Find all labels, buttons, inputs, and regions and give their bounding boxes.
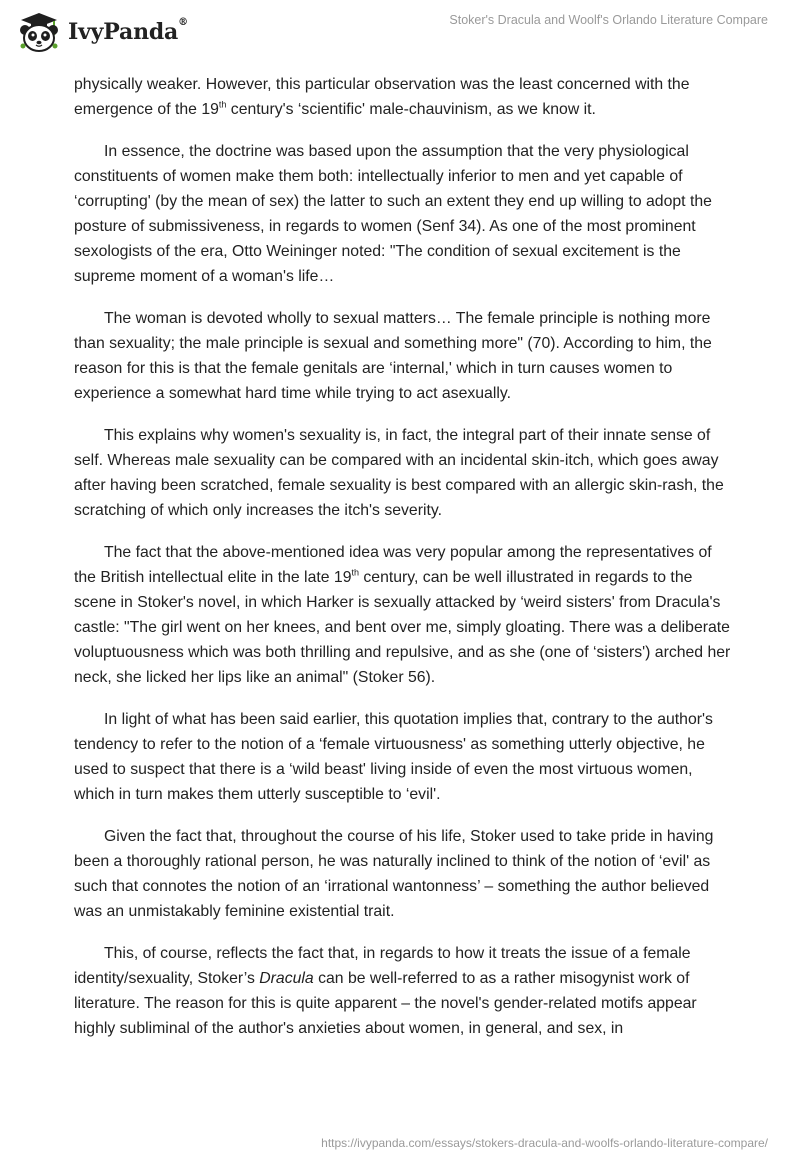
- paragraph: The woman is devoted wholly to sexual matters… The female principle is nothing more than sexuality; the male principle is sexual and something more" (70). According to him, the reason for this is that the female genitals are ‘internal,' which in turn causes women to experience a somewhat hard time while trying to act asexually.: [74, 310, 712, 402]
- ivypanda-logo[interactable]: [15, 10, 215, 54]
- paragraph: This, of course, reflects the fact that, in regards to how it treats the issue of a female identity/sexuality, Stoker’s Dracula can be well-referred to as a rather misogynist work of literature. The reason for this is quite apparent – the novel's gender-related motifs appear highly subliminal of the author's anxieties about women, in general, and sex, in: [74, 945, 697, 1037]
- paragraph: This explains why women's sexuality is, in fact, the integral part of their innate sense of self. Whereas male sexuality can be compared with an incidental skin-itch, which goes away after having been scratched, female sexuality is best compared with an allergic skin-rash, the scratching of which only increases the itch's severity.: [74, 427, 724, 519]
- paragraph: physically weaker. However, this particular observation was the least concerned with the emergence of the 19th century's ‘scientific' male-chauvinism, as we know it.: [74, 76, 690, 118]
- source-url-link[interactable]: https://ivypanda.com/essays/stokers-dracula-and-woolfs-orlando-literature-compare/: [321, 1136, 768, 1150]
- registered-mark: ®: [178, 17, 188, 28]
- panda-graduate-icon: [15, 10, 63, 54]
- book-title-dracula: Dracula: [259, 970, 314, 987]
- page-header: [0, 0, 800, 62]
- paragraph: In essence, the doctrine was based upon the assumption that the very physiological constituents of women make them both: intellectually inferior to men and yet capable of ‘corrupting' (by the mean of sex) the latter to such an extent they end up willing to adopt the posture of submissiveness, in regards to women (Senf 34). As one of the most prominent sexologists of the era, Otto Weininger noted: "The condition of sexual excitement is the supreme moment of a woman's life…: [74, 143, 712, 285]
- document-title: Stoker's Dracula and Woolf's Orlando Literature Compare: [449, 13, 768, 27]
- paragraph: Given the fact that, throughout the course of his life, Stoker used to take pride in having been a thoroughly rational person, he was naturally inclined to think of the notion of ‘evil' as such that connotes the notion of an ‘irrational wantonness’ – something the author believed was an unmistakably feminine existential trait.: [74, 828, 714, 920]
- essay-body: [74, 72, 734, 1058]
- logo-wordmark: IvyPanda®: [68, 17, 188, 45]
- paragraph: The fact that the above-mentioned idea was very popular among the representatives of the British intellectual elite in the late 19th century, can be well illustrated in regards to the scene in Stoker's novel, in which Harker is sexually attacked by ‘weird sisters' from Dracula's castle: "The girl went on her knees, and bent over me, simply gloating. There was a deliberate voluptuousness which was both thrilling and repulsive, and as she (one of ‘sisters') arched her neck, she licked her lips like an animal" (Stoker 56).: [74, 544, 731, 686]
- paragraph: In light of what has been said earlier, this quotation implies that, contrary to the author's tendency to refer to the notion of a ‘female virtuousness' as something utterly objective, he used to suspect that there is a ‘wild beast' living inside of even the most virtuous women, which in turn makes them utterly susceptible to ‘evil'.: [74, 711, 713, 803]
